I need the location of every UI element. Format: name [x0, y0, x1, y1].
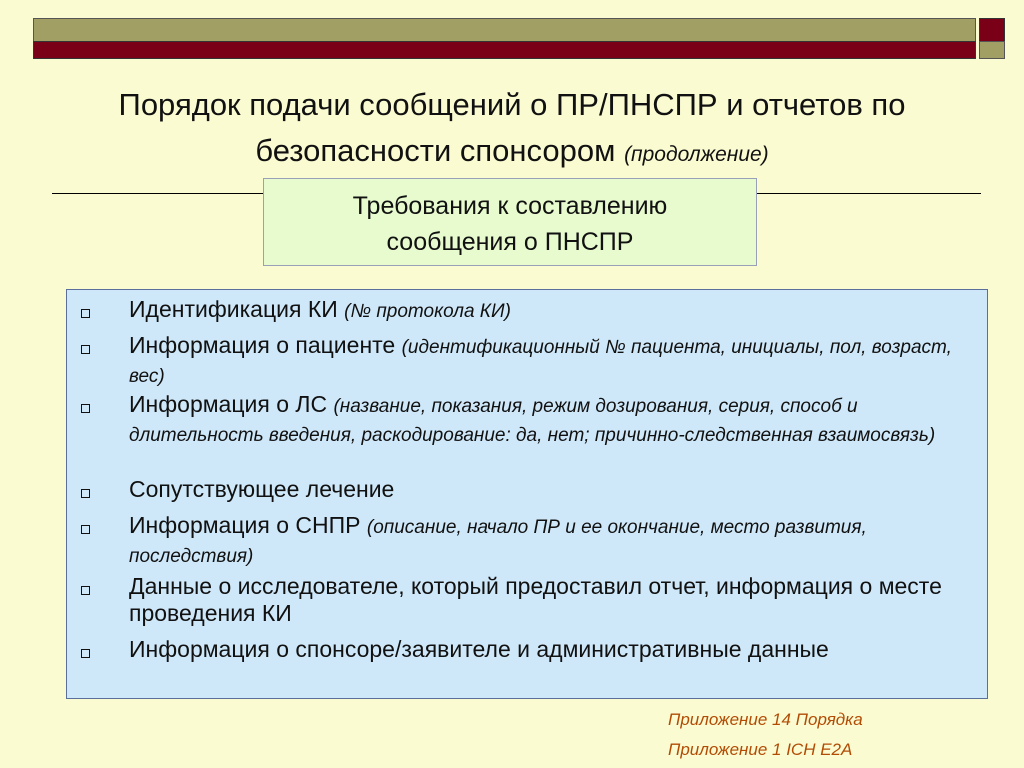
item-main: Информация о ЛС	[129, 391, 334, 417]
header-bar-olive	[33, 18, 976, 42]
list-item-text	[129, 636, 959, 665]
bullet-square-icon	[81, 649, 90, 658]
bullet-square-icon	[81, 489, 90, 498]
title-note: (продолжение)	[624, 143, 769, 166]
header-square-maroon	[979, 18, 1005, 42]
subtitle-box	[263, 178, 757, 266]
bullet-square-icon	[81, 525, 90, 534]
list-item-text	[129, 332, 959, 390]
list-item-text	[129, 391, 959, 449]
list-item-text	[129, 512, 959, 570]
reference-line-1: Приложение 14 Порядка	[668, 710, 863, 729]
reference-line-2: Приложение 1 ICH E2A	[668, 740, 853, 759]
subtitle-line-2: сообщения о ПНСПР	[386, 228, 634, 256]
item-main: Идентификация КИ	[129, 296, 345, 322]
item-main: Информация о спонсоре/заявителе и административные данные	[129, 636, 829, 662]
header-square-olive	[979, 41, 1005, 59]
item-note: (идентификационный № пациента, инициалы, пол, возраст, вес)	[129, 337, 952, 387]
title-line-1: Порядок подачи сообщений о ПР/ПНСПР и отчетов по	[118, 87, 906, 122]
item-main: Сопутствующее лечение	[129, 476, 395, 502]
title-rule-left	[52, 193, 264, 194]
item-note: (№ протокола КИ)	[344, 301, 511, 322]
title-rule-right	[757, 193, 981, 194]
list-item-text	[129, 476, 959, 505]
bullet-square-icon	[81, 309, 90, 318]
list-item-text	[129, 296, 959, 325]
item-note: (описание, начало ПР и ее окончание, место развития, последствия)	[129, 517, 867, 567]
bullet-square-icon	[81, 586, 90, 595]
list-item-text	[129, 573, 959, 629]
requirements-list	[66, 289, 988, 699]
header-bar-maroon	[33, 41, 976, 59]
item-main: Информация о пациенте	[129, 332, 402, 358]
bullet-square-icon	[81, 345, 90, 354]
title-line-2-text: безопасности спонсором	[255, 133, 616, 168]
item-main: Информация о СНПР	[129, 512, 367, 538]
item-note: (название, показания, режим дозирования, серия, способ и длительность введения, раскодирование: да, нет; причинно-следственная взаимосвязь)	[129, 396, 936, 446]
slide-title	[40, 82, 984, 178]
bullet-square-icon	[81, 404, 90, 413]
item-main: Данные о исследователе, который предоставил отчет, информация о месте проведения КИ	[129, 573, 942, 626]
title-line-2	[40, 128, 984, 178]
subtitle-line-1: Требования к составлению	[352, 192, 668, 220]
